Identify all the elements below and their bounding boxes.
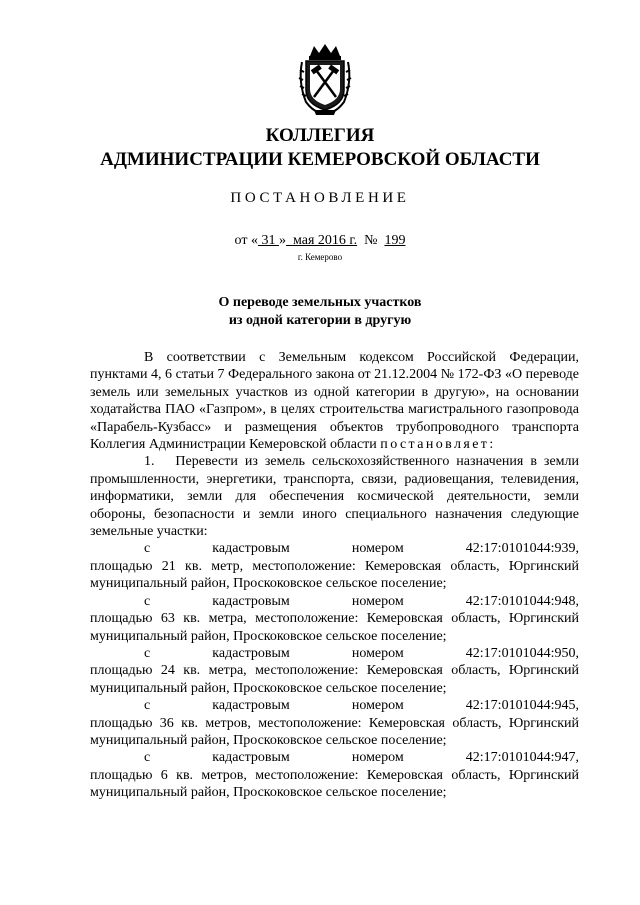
parcel-item <box>90 593 579 645</box>
parcel-label-cad: кадастровым <box>212 593 290 609</box>
parcel-head-row <box>90 593 579 610</box>
organization-name-line1: КОЛЛЕГИЯ <box>265 125 375 146</box>
parcel-label-c: с <box>144 541 151 557</box>
parcel-item <box>90 540 579 592</box>
parcel-list <box>90 540 579 801</box>
parcel-item <box>90 749 579 801</box>
parcel-label-num: номером <box>351 698 404 714</box>
date-prefix: от « <box>234 233 258 248</box>
parcel-label-c: с <box>144 593 151 609</box>
parcel-label-cad: кадастровым <box>212 750 290 766</box>
parcel-label-cad: кадастровым <box>212 541 290 557</box>
document-number: 199 <box>384 233 406 248</box>
parcel-label-num: номером <box>351 593 404 609</box>
parcel-number: 42:17:0101044:948, <box>465 593 579 609</box>
parcel-label-cad: кадастровым <box>212 698 290 714</box>
parcel-number: 42:17:0101044:950, <box>465 645 579 661</box>
preamble-paragraph <box>90 349 579 453</box>
parcel-label-num: номером <box>351 645 404 661</box>
date-day: 31 <box>257 233 279 248</box>
parcel-description: площадью 6 кв. метров, местоположение: Кемеровская область, Юргинский муниципальный район, Проскоковское сельское поселение; <box>90 767 579 801</box>
parcel-description: площадью 24 кв. метра, местоположение: Кемеровская область, Юргинский муниципальный район, Проскоковское сельское поселение; <box>90 663 579 696</box>
parcel-label-cad: кадастровым <box>212 645 290 661</box>
preamble-text: В соответствии с Земельным кодексом Российской Федерации, пунктами 4, 6 статьи 7 Федерального закона от 21.12.2004 № 172-ФЗ «О переводе земель или земельных участков из одной категории в другую», на основании ходатайства ПАО «Газпром», в целях строительства магистрального газопровода «Парабель-Кузбасс» и размещения объектов трубопроводного транспорта Коллегия Администрации Кемеровской области <box>90 350 579 453</box>
parcel-label-c: с <box>144 750 151 766</box>
parcel-head-row <box>90 697 579 714</box>
coat-of-arms-emblem-icon <box>296 42 354 116</box>
parcel-description: площадью 36 кв. метров, местоположение: Кемеровская область, Юргинский муниципальный район, Проскоковское сельское поселение; <box>90 715 579 748</box>
parcel-item <box>90 645 579 697</box>
subject-line2: из одной категории в другую <box>228 313 412 328</box>
parcel-description: площадью 21 кв. метр, местоположение: Кемеровская область, Юргинский муниципальный район, Проскоковское сельское поселение; <box>90 558 579 592</box>
number-sign: № <box>357 233 385 248</box>
parcel-item <box>90 697 579 749</box>
date-line <box>0 233 640 249</box>
parcel-number: 42:17:0101044:939, <box>465 541 579 557</box>
parcel-label-c: с <box>144 698 151 714</box>
organization-name-line2: АДМИНИСТРАЦИИ КЕМЕРОВСКОЙ ОБЛАСТИ <box>100 149 540 170</box>
parcel-label-num: номером <box>351 750 404 766</box>
subject-line1: О переводе земельных участков <box>218 295 422 310</box>
date-month-year: мая 2016 г. <box>285 233 358 248</box>
parcel-head-row <box>90 749 579 766</box>
date-mid: » <box>278 233 286 248</box>
parcel-head-row <box>90 540 579 557</box>
parcel-number: 42:17:0101044:947, <box>465 750 579 766</box>
parcel-description: площадью 63 кв. метра, местоположение: Кемеровская область, Юргинский муниципальный район, Проскоковское сельское поселение; <box>90 611 579 644</box>
decree-word: постановляет: <box>380 437 496 453</box>
item-1-paragraph: 1. Перевести из земель сельскохозяйственного назначения в земли промышленности, энергетики, транспорта, связи, радиовещания, телевидения, информатики, земли для обеспечения космической деятельности, земли обороны, безопасности и земли иного специального назначения следующие земельные участки: <box>90 454 579 540</box>
parcel-label-c: с <box>144 645 151 661</box>
parcel-number: 42:17:0101044:945, <box>465 698 579 714</box>
city: г. Кемерово <box>297 252 343 262</box>
document-type: ПОСТАНОВЛЕНИЕ <box>230 190 410 206</box>
document-body <box>90 349 579 802</box>
parcel-head-row <box>90 645 579 662</box>
parcel-label-num: номером <box>351 541 404 557</box>
